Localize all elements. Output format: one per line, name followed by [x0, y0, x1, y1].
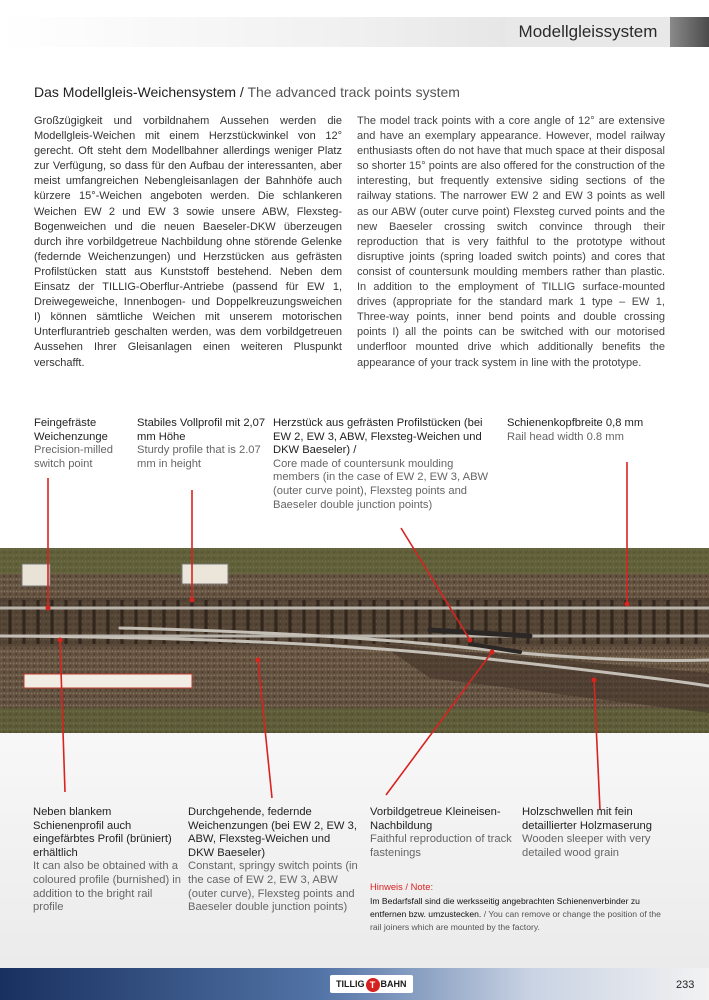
body-text-english: The model track points with a core angle of 12° are extensive and have an exemplary appearance. However, model railway enthusiasts often do not have that much space at their disposal so shorter 15° points are also offered for the construction of the interesting, but frequently extensive siding sections of the railway stations. The narrower EW 2 and EW 3 points as well as our ABW (outer curve point) Flexsteg curved points and the new Baeseler crossing switch convince through their reproduction that is very faithful to the prototype without disruptive joints (spring loaded switch points) and cores that consist of countersunk moulding members rather than plastic. In addition to the employment of TILLIG surface-mounted drives (appropriate for the standard mark 1 type – EW 1, Three-way points, inner bend points and double crossing points I) all the points can be switched with our motorised underfloor mounted drive which additionally benefits the appearance of your track system in line with the prototype. — [357, 115, 665, 369]
body-text-german: Großzügigkeit und vorbildnahem Aussehen werden die Modellgleis-Weichen mit einem Herzstückwinkel von 12° gerecht. Oft steht dem Modellbahner allerdings weniger Platz zur Verfügung, so dass für den Aufbau der interessanten, aber meist umfangreichen Nebengleisanlagen der Bahnhöfe auch kürzere 15°-Weichen angeboten werden. Die schlankeren Weichen EW 2 und EW 3 sowie unsere ABW, Flexsteg-Bogenweichen und die neuen Baeseler-DKW überzeugen durch ihre vorbildgetreue Nachbildung ohne störende Gelenke (federnde Weichenzungen) und Herzstücken aus gefrästen Profilstücken statt aus Kunststoff bestehend. Neben dem Einsatz der TILLIG-Oberflur-Antriebe (passend für EW 1, Dreiwegeweiche, Innenbogen- und Doppelkreuzungsweichen I) können sämtliche Weichen mit unserem motorischen Unterflurantrieb geschalten werden, was dem vorbildgetreuen Aussehen Ihrer Gleisanlagen einen weiteren Pluspunkt verschafft. — [34, 115, 342, 369]
track-points-photo — [0, 548, 709, 733]
page-title-en: The advanced track points system — [247, 84, 460, 100]
label-track-fastenings: Vorbildgetreue Kleineisen-Nachbildung Faithful reproduction of track fastenings — [370, 806, 512, 859]
page-title-de: Das Modellgleis-Weichensystem / — [34, 84, 244, 100]
header-color-strip — [670, 17, 709, 47]
track-sign-left — [22, 564, 50, 586]
label-switch-point: Feingefräste Weichenzunge Precision-milled switch point — [34, 417, 113, 470]
note-text-de: Im Bedarfsfall sind die werksseitig angebrachten Schienenverbinder zu entfernen bzw. umzustecken. — [370, 896, 640, 919]
page-number: 233 — [676, 979, 695, 991]
note-title: Hinweis / Note: — [370, 881, 434, 892]
track-illustration — [0, 548, 709, 733]
label-burnished-profile: Neben blankem Schienenprofil auch eingefärbtes Profil (brüniert) erhältlich It can also be obtained with a coloured profile (burnished) in addition to the bright rail profile — [33, 806, 182, 914]
crossing-barrier — [24, 674, 192, 688]
tillig-bahn-logo: TILLIG T BAHN — [330, 975, 413, 993]
section-title: Modellgleissystem — [506, 17, 670, 47]
grass-bottom — [0, 708, 709, 733]
track-sign-middle — [182, 564, 228, 584]
label-rail-profile: Stabiles Vollprofil mit 2,07 mm Höhe Sturdy profile that is 2.07 mm in height — [137, 417, 266, 470]
label-wooden-sleepers: Holzschwellen mit fein detaillierter Holzmaserung Wooden sleeper with very detailed wood grain — [522, 806, 652, 859]
tillig-logo-icon: T — [366, 978, 380, 992]
note-box — [370, 880, 670, 934]
note-text-en: / You can remove or change the position of the rail joiners which are mounted by the factory. — [370, 909, 661, 932]
grass-top — [0, 548, 709, 574]
label-rail-head-width: Schienenkopfbreite 0,8 mm Rail head width 0.8 mm — [507, 417, 644, 443]
page-title — [34, 84, 460, 100]
label-spring-switch-points: Durchgehende, federnde Weichenzungen (bei EW 2, EW 3, ABW, Flexsteg-Weichen und DKW Baeseler) Constant, springy switch points (in the case of EW 2, EW 3, ABW (outer curve), Flexsteg points and Baeseler double junction points) — [188, 806, 358, 914]
label-frog-core: Herzstück aus gefrästen Profilstücken (bei EW 2, EW 3, ABW, Flexsteg-Weichen und DKW Baeseler) / Core made of countersunk moulding members (in the case of EW 2, EW 3, ABW (outer curve point), Flexsteg points and Baeseler double junction points) — [273, 417, 489, 511]
